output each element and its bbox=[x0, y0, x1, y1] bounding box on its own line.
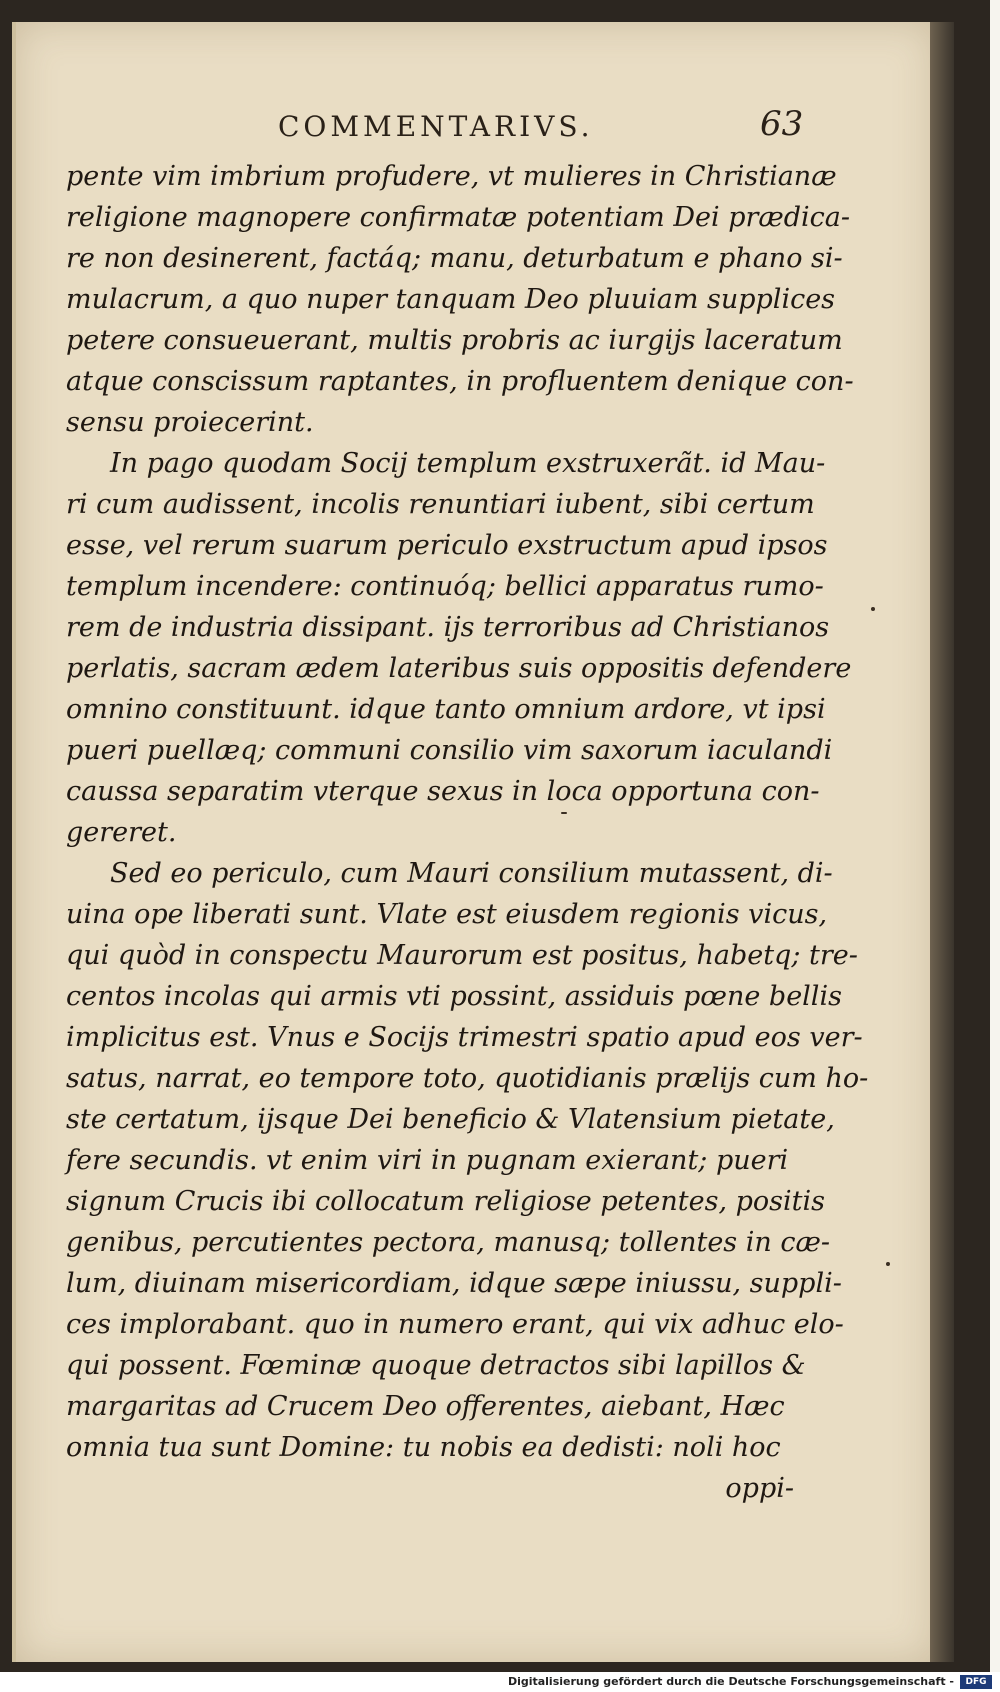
text-line: gereret. bbox=[66, 817, 177, 848]
text-line: pente vim imbrium profudere, vt mulieres in Christianæ bbox=[66, 161, 837, 192]
text-line: re non desinerent, factáq; manu, deturbatum e phano si- bbox=[66, 243, 843, 274]
ink-speck bbox=[871, 607, 875, 611]
text-line: pueri puellæq; communi consilio vim saxorum iaculandi bbox=[66, 735, 833, 766]
text-line: signum Crucis ibi collocatum religiose petentes, positis bbox=[66, 1186, 826, 1217]
text-line: qui possent. Fœminæ quoque detractos sibi lapillos & bbox=[66, 1350, 806, 1381]
text-line: omnino constituunt. idque tanto omnium ardore, vt ipsi bbox=[66, 694, 826, 725]
text-line: qui quòd in conspectu Maurorum est positus, habetq; tre- bbox=[66, 940, 858, 971]
text-line: esse, vel rerum suarum periculo exstructum apud ipsos bbox=[66, 530, 828, 561]
paragraph-start-line: In pago quodam Socij templum exstruxerãt. id Mau- bbox=[110, 448, 826, 479]
ink-speck bbox=[561, 812, 567, 814]
body-text bbox=[66, 156, 869, 1509]
text-line: rem de industria dissipant. ijs terroribus ad Christianos bbox=[66, 612, 830, 643]
text-line: ste certatum, ijsque Dei beneficio & Vlatensium pietate, bbox=[66, 1104, 835, 1135]
page-number: 63 bbox=[760, 104, 804, 144]
text-line: genibus, percutientes pectora, manusq; tollentes in cæ- bbox=[66, 1227, 830, 1258]
text-line: ces implorabant. quo in numero erant, qui vix adhuc elo- bbox=[66, 1309, 844, 1340]
text-line: satus, narrat, eo tempore toto, quotidianis prælijs cum ho- bbox=[66, 1063, 869, 1094]
book-page bbox=[12, 22, 934, 1662]
text-line: implicitus est. Vnus e Socijs trimestri spatio apud eos ver- bbox=[66, 1022, 863, 1053]
dfg-logo: DFG bbox=[960, 1675, 992, 1689]
text-line: centos incolas qui armis vti possint, assiduis pœne bellis bbox=[66, 981, 842, 1012]
footer-credit: Digitalisierung gefördert durch die Deutsche Forschungsgemeinschaft - bbox=[507, 1675, 954, 1688]
text-line: templum incendere: continuóq; bellici apparatus rumo- bbox=[66, 571, 824, 602]
running-head: COMMENTARIVS. bbox=[278, 110, 594, 143]
text-line: petere consueuerant, multis probris ac iurgijs laceratum bbox=[66, 325, 843, 356]
text-line: atque conscissum raptantes, in profluentem denique con- bbox=[66, 366, 854, 397]
catchword: oppi- bbox=[725, 1473, 794, 1504]
text-line: fere secundis. vt enim viri in pugnam exierant; pueri bbox=[66, 1145, 789, 1176]
ink-speck bbox=[886, 1262, 890, 1266]
text-line: religione magnopere confirmatæ potentiam Dei prædica- bbox=[66, 202, 851, 233]
paragraph-start-line: Sed eo periculo, cum Mauri consilium mutassent, di- bbox=[110, 858, 833, 889]
text-line: uina ope liberati sunt. Vlate est eiusdem regionis vicus, bbox=[66, 899, 828, 930]
page-edge bbox=[930, 22, 954, 1662]
text-line: ri cum audissent, incolis renuntiari iubent, sibi certum bbox=[66, 489, 815, 520]
text-line: margaritas ad Crucem Deo offerentes, aiebant, Hæc bbox=[66, 1391, 785, 1422]
text-line: caussa separatim vterque sexus in loca opportuna con- bbox=[66, 776, 820, 807]
text-line: mulacrum, a quo nuper tanquam Deo pluuiam supplices bbox=[66, 284, 836, 315]
footer-bar bbox=[0, 1672, 1000, 1692]
text-line: lum, diuinam misericordiam, idque sæpe iniussu, suppli- bbox=[66, 1268, 842, 1299]
page-header bbox=[16, 104, 934, 150]
text-line: perlatis, sacram ædem lateribus suis oppositis defendere bbox=[66, 653, 852, 684]
text-line: omnia tua sunt Domine: tu nobis ea dedisti: noli hoc bbox=[66, 1432, 781, 1463]
text-line: sensu proiecerint. bbox=[66, 407, 314, 438]
